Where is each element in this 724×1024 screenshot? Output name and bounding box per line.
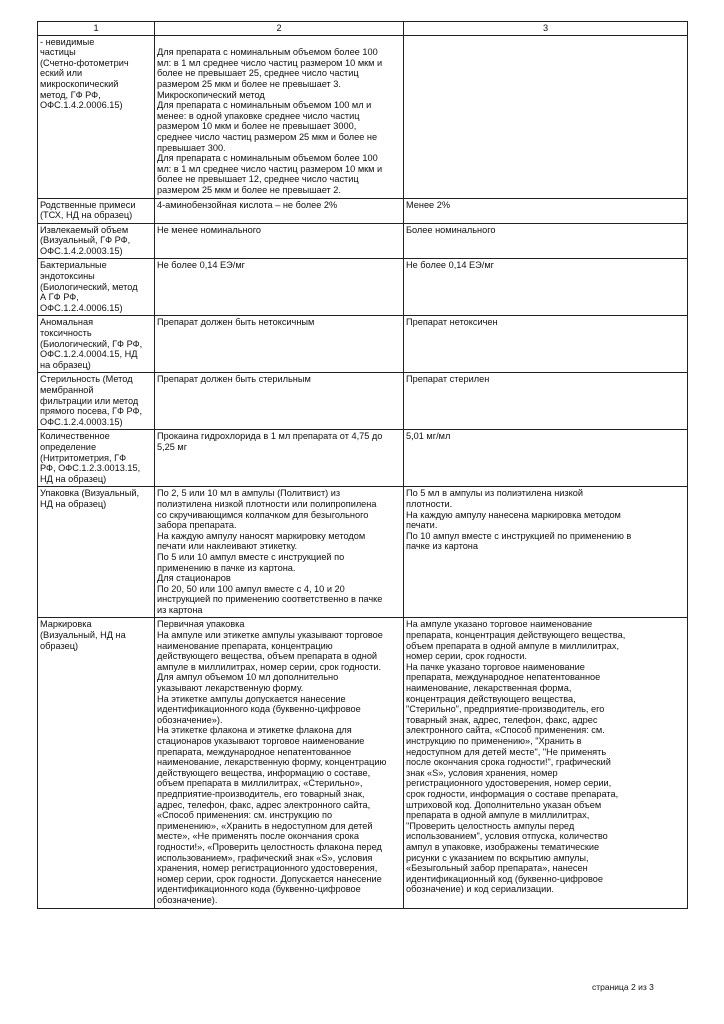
cell-line: мл: в 1 мл среднее число частиц размером 10 мкм и <box>157 163 383 174</box>
norm-cell <box>155 487 404 618</box>
cell-line: действующего вещества, информацию о составе, <box>157 767 371 778</box>
cell-line: срок годности, информация о составе препарата, <box>406 788 619 799</box>
cell-line: размером 10 мкм и более не превышает 3000, <box>157 121 357 132</box>
cell-line: еский или <box>40 68 83 79</box>
cell-line: Препарат стерилен <box>406 374 490 385</box>
table-row <box>38 198 688 223</box>
cell-line: Упаковка (Визуальный, <box>40 488 140 499</box>
cell-line: На каждую ампулу нанесена маркировка методом <box>406 509 621 520</box>
cell-line: недоступном для детей месте", "Не применять <box>406 746 607 757</box>
cell-line: регистрационного удостоверения, номер серии, <box>406 778 612 789</box>
cell-line: предприятие-производитель, его товарный знак, <box>157 788 365 799</box>
cell-line: (Счетно-фотометрич <box>40 57 129 68</box>
cell-line: пачке из картона <box>406 541 478 552</box>
spec-table <box>37 21 688 909</box>
cell-line: обозначение»). <box>157 714 223 725</box>
cell-line: наименование, лекарственная форма, <box>406 683 572 694</box>
cell-line: ОФС.1.2.4.0003.15) <box>40 416 123 427</box>
cell-line: обозначение) и код сериализации. <box>406 884 554 895</box>
cell-line: "Стерильно", предприятие-производитель, его <box>406 704 605 715</box>
cell-line: стационаров указывают торговое наименование <box>157 736 365 746</box>
cell-line: Для препарата с номинальным объемом более 100 <box>157 47 378 58</box>
cell-line: По 5 мл в ампулы из полиэтилена низкой <box>406 488 583 499</box>
cell-line: препарата, международное непатентованное <box>157 746 352 757</box>
header-row <box>38 22 688 36</box>
cell-line: плотности. <box>406 498 453 509</box>
cell-line: применению», «Хранить в недоступном для детей <box>157 820 373 831</box>
result-cell <box>404 373 688 430</box>
cell-line: более не превышает 12, среднее число частиц <box>157 174 359 185</box>
cell-line: На каждую ампулу наносят маркировку методом <box>157 530 366 541</box>
norm-cell <box>155 35 404 198</box>
norm-cell <box>155 198 404 223</box>
cell-line: токсичность <box>40 328 92 339</box>
result-cell <box>404 487 688 618</box>
result-cell <box>404 430 688 487</box>
cell-line: со скручивающимся колпачком для безыгольного <box>157 509 369 520</box>
param-cell <box>38 198 155 223</box>
table-row <box>38 373 688 430</box>
cell-line: На ампуле или этикетке ампулы указывают торговое <box>157 630 383 641</box>
result-cell <box>404 198 688 223</box>
table-row <box>38 259 688 316</box>
cell-line: "Проверить целостность ампулы перед <box>406 820 575 831</box>
cell-line: образец) <box>40 640 79 651</box>
col-header-3: 3 <box>404 22 688 36</box>
cell-line: инструкцию по применению», "Хранить в <box>406 736 582 746</box>
cell-line: (Визуальный, НД на <box>40 630 126 641</box>
cell-line: По 10 ампул вместе с инструкцией по применению в <box>406 530 632 541</box>
param-cell <box>38 373 155 430</box>
cell-line: объем препарата в одной ампуле в миллилитрах, <box>406 640 620 651</box>
table-row <box>38 35 688 198</box>
col-header-2: 2 <box>155 22 404 36</box>
cell-line: Менее 2% <box>406 199 450 210</box>
cell-line: идентификационного кода (буквенно-цифровое <box>157 704 361 715</box>
cell-line: идентификационного кода (буквенно-цифровое <box>157 884 361 895</box>
cell-line: печати. <box>406 520 438 531</box>
cell-line: Маркировка <box>40 619 92 630</box>
cell-line: На этикетке флакона и этикетке флакона для <box>157 725 352 736</box>
cell-line: РФ, ОФС.1.2.3.0013.15, <box>40 463 141 474</box>
param-cell <box>38 618 155 908</box>
cell-line: действующего вещества, объем препарата в одной <box>157 651 378 662</box>
cell-line: хранения, номер регистрационного удостоверения, <box>157 863 378 874</box>
cell-line: полиэтилена низкой плотности или полипропилена <box>157 498 377 509</box>
cell-line: На пачке указано торговое наименование <box>406 661 585 672</box>
cell-line: ампуле в миллилитрах, номер серии, срок годности. <box>157 661 382 672</box>
cell-line: Родственные примеси <box>40 199 136 210</box>
cell-line: идентификационный код (буквенно-цифровое <box>406 873 604 884</box>
cell-line: концентрация действующего вещества, <box>406 693 576 704</box>
cell-line: адрес, телефон, факс, адрес электронного сайта, <box>157 799 371 810</box>
cell-line: прямого посева, ГФ РФ, <box>40 406 143 417</box>
cell-line: - невидимые <box>40 36 95 47</box>
cell-line: указывают лекарственную форму. <box>157 683 304 694</box>
cell-line: штриховой код. Дополнительно указан объем <box>406 799 602 810</box>
cell-line: Для препарата с номинальным объемом более 100 <box>157 153 378 164</box>
cell-line: По 20, 50 или 100 ампул вместе с 4, 10 и 20 <box>157 583 345 594</box>
param-cell <box>38 223 155 259</box>
cell-line: превышает 300. <box>157 142 226 153</box>
cell-line: менее: в одной упаковке среднее число частиц <box>157 110 360 121</box>
cell-line: эндотоксины <box>40 271 95 282</box>
cell-line: (ТСХ, НД на образец) <box>40 210 133 221</box>
cell-line: По 2, 5 или 10 мл в ампулы (Политвист) из <box>157 488 341 499</box>
norm-cell <box>155 373 404 430</box>
cell-line: Бактериальные <box>40 260 107 271</box>
cell-line: По 5 или 10 ампул вместе с инструкцией по <box>157 551 345 562</box>
cell-line: «Способ применения: см. инструкцию по <box>157 810 333 821</box>
param-cell <box>38 259 155 316</box>
cell-line: на образец) <box>40 359 91 370</box>
cell-line: препарата, концентрация действующего вещества, <box>406 630 626 641</box>
cell-line: Стерильность (Метод <box>40 374 133 385</box>
cell-line: НД на образец) <box>40 473 107 484</box>
cell-line: микроскопический <box>40 78 119 89</box>
cell-line: рисунки с указанием по вскрытию ампулы, <box>406 852 589 863</box>
cell-line: мл: в 1 мл среднее число частиц размером 10 мкм и <box>157 57 383 68</box>
param-cell <box>38 430 155 487</box>
table-row <box>38 430 688 487</box>
result-cell <box>404 35 688 198</box>
table-row <box>38 487 688 618</box>
cell-line: Для стационаров <box>157 573 231 584</box>
cell-line: препарата в одной ампуле в миллилитрах, <box>406 810 590 821</box>
cell-line: Количественное <box>40 431 110 442</box>
cell-line: Микроскопический метод <box>157 89 265 100</box>
cell-line: ОФС.1.2.4.0006.15) <box>40 302 123 313</box>
cell-line <box>157 37 401 48</box>
param-cell <box>38 35 155 198</box>
cell-line: Не более 0,14 ЕЭ/мг <box>406 260 494 271</box>
cell-line: Прокаина гидрохлорида в 1 мл препарата от 4,75 до <box>157 431 383 442</box>
col-header-1: 1 <box>38 22 155 36</box>
cell-line: На ампуле указано торговое наименование <box>406 619 593 630</box>
cell-line: месте», «Не применять после окончания срока <box>157 831 359 842</box>
cell-line: определение <box>40 441 97 452</box>
cell-line: Для препарата с номинальным объемом 100 мл и <box>157 100 372 111</box>
cell-line: ампул в упаковке, изображены тематические <box>406 841 600 852</box>
cell-line: препарата, международное непатентованное <box>406 672 601 683</box>
cell-line: На этикетке ампулы допускается нанесение <box>157 693 346 704</box>
cell-line: наименование препарата, концентрацию <box>157 640 333 651</box>
cell-line: номер серии, срок годности. Допускается нанесение <box>157 873 382 884</box>
cell-line: Более номинального <box>406 224 496 235</box>
cell-line <box>406 37 685 48</box>
cell-line: «Безыгольный забор препарата», нанесен <box>406 863 588 874</box>
cell-line: Препарат должен быть нетоксичным <box>157 317 315 328</box>
cell-line: Первичная упаковка <box>157 619 245 630</box>
cell-line: из картона <box>157 604 203 615</box>
cell-line: Не менее номинального <box>157 224 261 235</box>
cell-line: среднее число частиц размером 25 мкм и более не <box>157 131 378 142</box>
cell-line: использованием", условия отпуска, количество <box>406 831 608 842</box>
cell-line: 4-аминобензойная кислота – не более 2% <box>157 199 338 210</box>
cell-line: Препарат нетоксичен <box>406 317 498 328</box>
cell-line: (Биологический, метод <box>40 281 138 292</box>
norm-cell <box>155 259 404 316</box>
cell-line: годности!», «Проверить целостность флакона перед <box>157 841 382 852</box>
cell-line: после окончания срока годности!", графический <box>406 757 611 768</box>
cell-line: забора препарата. <box>157 520 237 531</box>
cell-line: фильтрации или метод <box>40 395 139 406</box>
cell-line: Извлекаемый объем <box>40 224 129 235</box>
cell-line: ОФС.1.4.2.0006.15) <box>40 100 123 111</box>
cell-line: Для ампул объемом 10 мл дополнительно <box>157 672 339 683</box>
cell-line: наименование, лекарственную форму, концентрацию <box>157 757 387 768</box>
table-row <box>38 223 688 259</box>
cell-line: размером 25 мкм и более не превышает 2. <box>157 184 341 195</box>
cell-line: товарный знак, адрес, телефон, факс, адрес <box>406 714 598 725</box>
cell-line: (Визуальный, ГФ РФ, <box>40 235 131 246</box>
result-cell <box>404 259 688 316</box>
cell-line: применению в пачке из картона. <box>157 562 296 573</box>
cell-line: Препарат должен быть стерильным <box>157 374 311 385</box>
cell-line: инструкцией по применению соответственно в пачке <box>157 594 383 605</box>
cell-line: знак «S», условия хранения, номер <box>406 767 558 778</box>
norm-cell <box>155 618 404 908</box>
cell-line: печати или наклеивают этикетку. <box>157 541 298 552</box>
cell-line: электронного сайта, «Способ применения: см. <box>406 725 605 736</box>
cell-line: обозначение). <box>157 894 218 905</box>
cell-line: Аномальная <box>40 317 94 328</box>
cell-line: ОФС.1.2.4.0004.15, НД <box>40 349 138 360</box>
cell-line: (Нитритометрия, ГФ <box>40 452 127 463</box>
result-cell <box>404 618 688 908</box>
cell-line: Не более 0,14 ЕЭ/мг <box>157 260 245 271</box>
cell-line: номер серии, срок годности. <box>406 651 527 662</box>
cell-line: мембранной <box>40 385 94 395</box>
norm-cell <box>155 316 404 373</box>
cell-line: размером 25 мкм и более не превышает 3. <box>157 78 341 89</box>
param-cell <box>38 316 155 373</box>
cell-line: А ГФ РФ, <box>40 292 79 303</box>
norm-cell <box>155 430 404 487</box>
table-row <box>38 316 688 373</box>
page-number: страница 2 из 3 <box>592 982 654 992</box>
norm-cell <box>155 223 404 259</box>
table-row <box>38 618 688 908</box>
cell-line: метод, ГФ РФ, <box>40 89 101 100</box>
cell-line: НД на образец) <box>40 498 107 509</box>
table-body <box>38 35 688 908</box>
cell-line: частицы <box>40 47 76 58</box>
cell-line: объем препарата в миллилитрах, «Стерильно», <box>157 778 363 789</box>
cell-line: (Биологический, ГФ РФ, <box>40 338 143 349</box>
cell-line: 5,01 мг/мл <box>406 431 451 442</box>
cell-line: использованием», графический знак «S», условия <box>157 852 373 863</box>
result-cell <box>404 223 688 259</box>
cell-line: ОФС.1.4.2.0003.15) <box>40 245 123 256</box>
cell-line: более не превышает 25, среднее число частиц <box>157 68 359 79</box>
param-cell <box>38 487 155 618</box>
result-cell <box>404 316 688 373</box>
cell-line: 5,25 мг <box>157 441 188 452</box>
